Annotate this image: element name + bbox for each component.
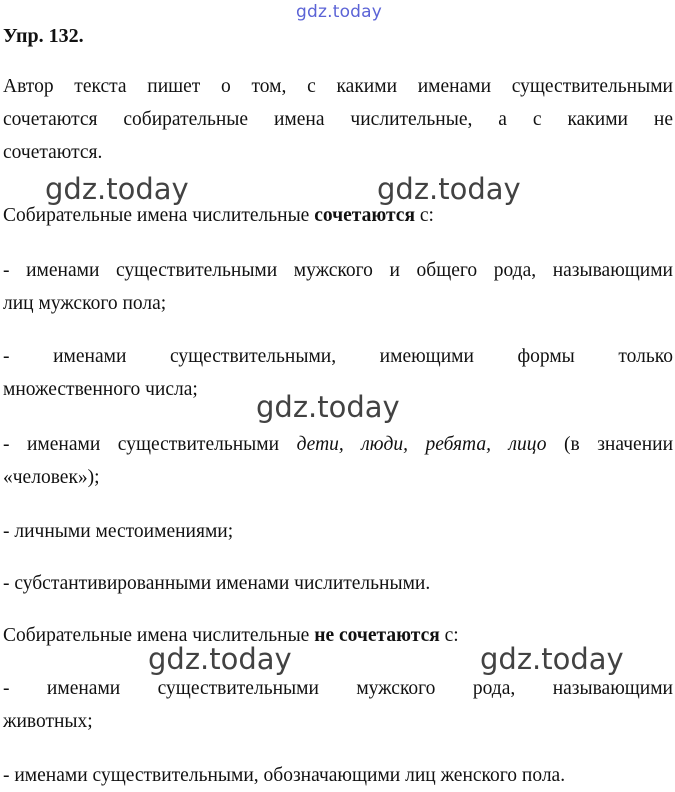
section1-item-1 xyxy=(3,254,673,320)
section1-item-2-line-1: - именами существительными, имеющими формы только xyxy=(3,346,673,367)
section1-item-3-italic: дети, люди, ребята, лицо xyxy=(296,434,547,455)
watermark: gdz.today xyxy=(45,172,189,206)
section1-heading-end: с: xyxy=(415,205,434,226)
watermark: gdz.today xyxy=(377,172,521,206)
section1-item-3 xyxy=(3,428,673,494)
section2-heading-end: с: xyxy=(439,625,459,646)
section1-heading-bold: сочетаются xyxy=(314,205,416,226)
watermark: gdz.today xyxy=(148,642,292,676)
section2-item-1-line-1: - именами существительными мужского рода, называющими xyxy=(3,678,673,699)
intro-paragraph xyxy=(3,70,673,169)
section1-item-2-line-2: множественного числа; xyxy=(3,379,198,400)
watermark: gdz.today xyxy=(256,390,400,424)
intro-line-2: сочетаются собирательные имена числительные, а с какими не xyxy=(3,109,673,130)
section2-item-1-line-2: животных; xyxy=(3,711,93,732)
section2-item-1 xyxy=(3,672,673,738)
section1-item-3-line-1 xyxy=(3,428,673,461)
section1-item-3-end: (в значении xyxy=(546,434,674,455)
section1-heading-text: Собирательные имена числительные xyxy=(3,205,315,226)
exercise-title: Упр. 132. xyxy=(3,25,84,47)
watermark: gdz.today xyxy=(480,642,624,676)
section1-item-3-text: - именами существительными xyxy=(3,434,297,455)
section1-item-3-line-2: «человек»); xyxy=(3,467,100,488)
section1-item-1-line-2: лиц мужского пола; xyxy=(3,293,167,314)
section2-item-2: - именами существительными, обозначающими лиц женского пола. xyxy=(3,765,566,786)
intro-line-1: Автор текста пишет о том, с какими именами существительными xyxy=(3,76,673,97)
section1-item-1-line-1: - именами существительными мужского и общего рода, называющими xyxy=(3,260,673,281)
section2-heading-bold: не сочетаются xyxy=(314,625,440,646)
section2-heading-text: Собирательные имена числительные xyxy=(3,625,315,646)
intro-line-3: сочетаются. xyxy=(3,142,103,163)
section1-item-4: - личными местоимениями; xyxy=(3,521,234,542)
section1-item-5: - субстантивированными именами числительными. xyxy=(3,573,431,594)
watermark-top: gdz.today xyxy=(296,2,383,22)
